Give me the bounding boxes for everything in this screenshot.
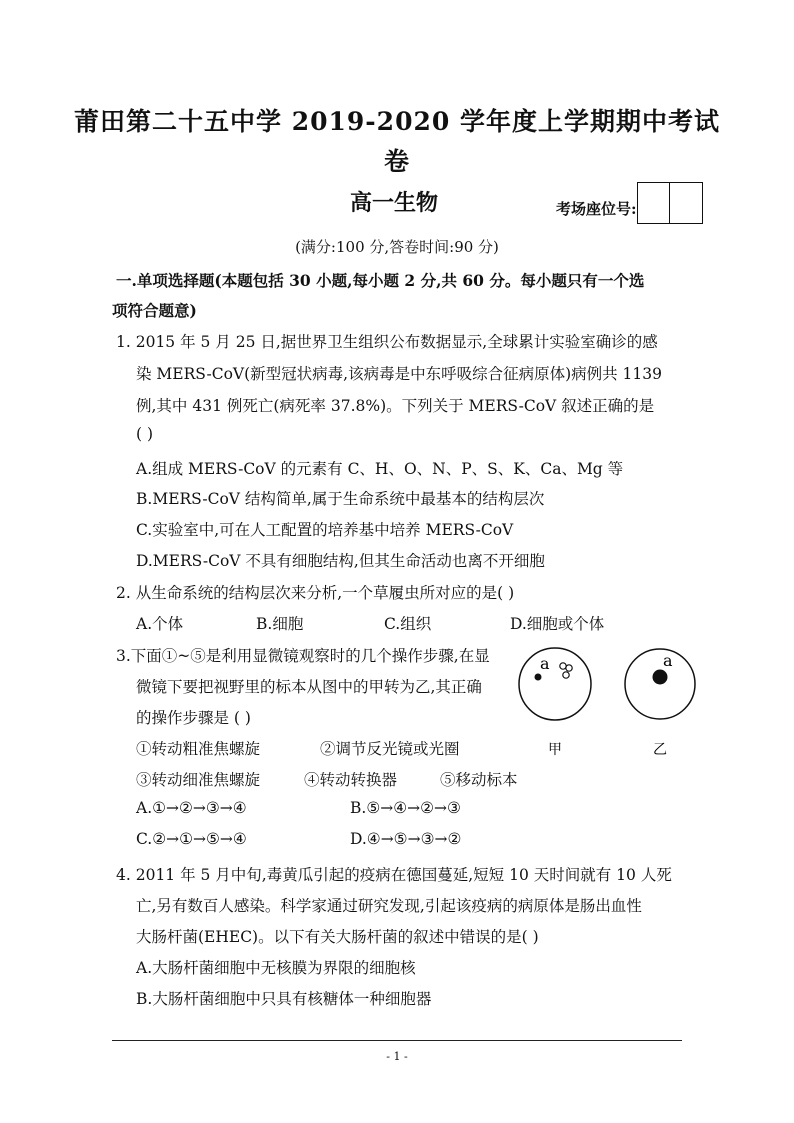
seat-number-label: 考场座位号: [556,200,637,218]
q1-answer-bracket: ( ) [136,425,154,443]
footer-divider [112,1040,682,1041]
q2-option-a: A.个体 [136,615,184,633]
q3-option-b: B.⑤→④→②→③ [350,799,461,817]
q3-stem-line1: 3.下面①~⑤是利用显微镜观察时的几个操作步骤,在显 [116,647,490,665]
seat-number-box [637,182,703,224]
section-heading-line1: 一.单项选择题(本题包括 30 小题,每小题 2 分,共 60 分。每小题只有一个选 [116,271,645,290]
field-jia [519,648,591,758]
exam-note: (满分:100 分,答卷时间:90 分) [295,238,499,256]
q3-stem-line2: 微镜下要把视野里的标本从图中的甲转为乙,其正确 [136,678,482,696]
field-jia-dot [535,674,542,681]
q1-option-a: A.组成 MERS-CoV 的元素有 C、H、O、N、P、S、K、Ca、Mg 等 [136,460,624,478]
q3-step-4: ④转动转换器 [304,771,398,789]
q4-option-a: A.大肠杆菌细胞中无核膜为界限的细胞核 [136,959,416,977]
q2-option-b: B.细胞 [256,615,304,633]
field-yi-dot [653,670,668,685]
field-yi [625,649,695,758]
field-jia-circle [519,648,591,720]
q1-stem-line1: 1. 2015 年 5 月 25 日,据世界卫生组织公布数据显示,全球累计实验室确诊的感 [116,333,658,351]
q4-stem-line1: 4. 2011 年 5 月中旬,毒黄瓜引起的疫病在德国蔓延,短短 10 天时间就有 10 人死 [116,866,672,884]
exam-title-line1: 莆田第二十五中学 2019-2020 学年度上学期期中考试 [74,107,720,136]
q2-option-c: C.组织 [384,615,432,633]
q4-option-b: B.大肠杆菌细胞中只具有核糖体一种细胞器 [136,990,432,1008]
q3-step-1: ①转动粗准焦螺旋 [136,740,261,758]
subject-title: 高一生物 [350,190,439,216]
q1-option-c: C.实验室中,可在人工配置的培养基中培养 MERS-CoV [136,521,514,539]
q2-option-d: D.细胞或个体 [510,615,605,633]
q3-option-c: C.②→①→⑤→④ [136,830,247,848]
q3-option-a: A.①→②→③→④ [136,799,247,817]
field-jia-ring3 [563,672,569,678]
field-jia-caption: 甲 [548,742,562,758]
q3-step-5: ⑤移动标本 [440,771,518,789]
field-jia-ring2 [566,665,572,671]
q4-stem-line2: 亡,另有数百人感染。科学家通过研究发现,引起该疫病的病原体是肠出血性 [136,897,642,915]
q3-step-3: ③转动细准焦螺旋 [136,771,261,789]
q1-option-b: B.MERS-CoV 结构简单,属于生命系统中最基本的结构层次 [136,490,545,508]
field-jia-label-a: a [540,654,550,673]
q2-stem: 2. 从生命系统的结构层次来分析,一个草履虫所对应的是( ) [116,584,515,602]
section-heading-line2: 项符合题意) [112,301,197,320]
q4-stem-line3: 大肠杆菌(EHEC)。以下有关大肠杆菌的叙述中错误的是( ) [136,928,539,946]
q3-stem-line3: 的操作步骤是 ( ) [136,709,251,727]
microscope-field-figure [510,640,730,760]
q1-option-d: D.MERS-CoV 不具有细胞结构,但其生命活动也离不开细胞 [136,552,545,570]
q3-step-2: ②调节反光镜或光圈 [320,740,460,758]
field-yi-caption: 乙 [653,742,667,758]
page-number: - 1 - [386,1050,408,1063]
q1-stem-line2: 染 MERS-CoV(新型冠状病毒,该病毒是中东呼吸综合征病原体)病例共 1139 [136,365,662,383]
q3-option-d: D.④→⑤→③→② [350,830,462,848]
field-yi-label-a: a [663,651,673,670]
exam-title-line2: 卷 [383,147,410,176]
q1-stem-line3: 例,其中 431 例死亡(病死率 37.8%)。下列关于 MERS-CoV 叙述正确的是 [136,397,655,415]
